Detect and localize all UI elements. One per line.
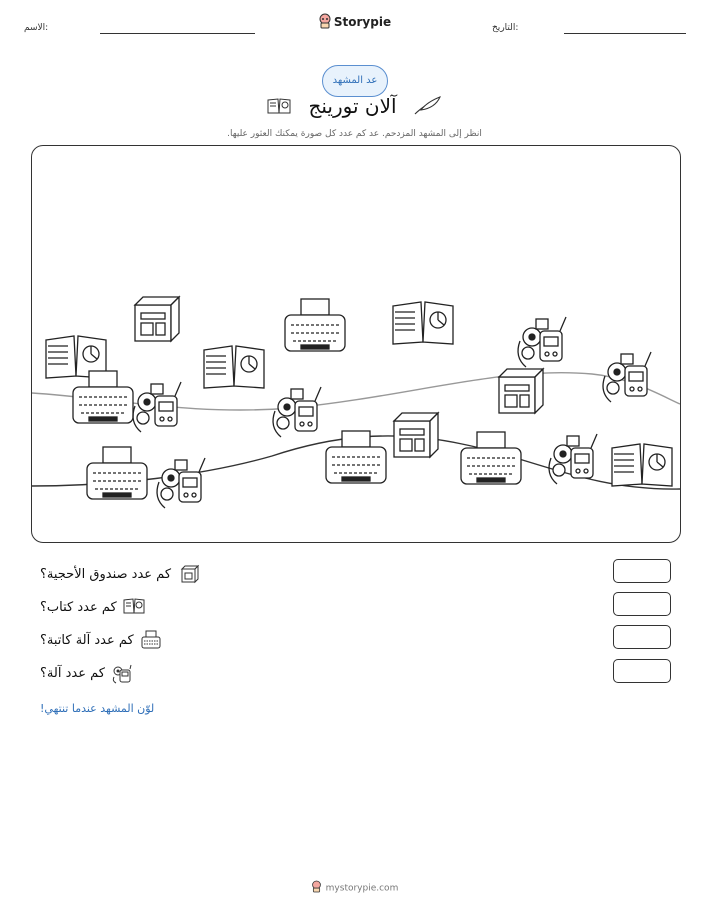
scene-puzzle-box-11 [499, 369, 543, 413]
answer-box-2[interactable] [613, 592, 671, 616]
coloring-note: لوّن المشهد عندما تنتهي! [40, 702, 155, 715]
scene-frame [31, 145, 681, 543]
scene-puzzle-box-2 [135, 297, 179, 341]
question-2 [40, 596, 145, 618]
question-1-text: كم عدد صندوق الأحجية؟ [40, 566, 172, 582]
question-4-text: كم عدد آلة؟ [40, 665, 105, 681]
answer-box-3[interactable] [613, 625, 671, 649]
answer-box-1[interactable] [613, 559, 671, 583]
scene-machine-18 [157, 458, 205, 508]
footer-url: mystorypie.com [325, 883, 399, 894]
date-label: التاريخ: [492, 23, 519, 33]
page-title: آلان تورينج [308, 94, 397, 118]
question-3-text: كم عدد آلة كاتبة؟ [40, 632, 134, 648]
scene-machine-9 [603, 352, 651, 402]
activity-badge: عد المشهد [322, 65, 388, 97]
date-line[interactable] [564, 33, 686, 34]
instructions: انظر إلى المشهد المزدحم. عد كم عدد كل صورة يمكنك العثور عليها. [227, 129, 482, 139]
footer [0, 880, 709, 896]
name-label: الاسم: [24, 23, 49, 33]
name-line[interactable] [100, 33, 255, 34]
scene-book-5 [204, 346, 264, 388]
scene-machine-15 [549, 434, 597, 484]
page-title-row [0, 94, 709, 121]
machine-icon [113, 663, 133, 683]
scene-typewriter-14 [461, 432, 521, 484]
question-2-text: كم عدد كتاب؟ [40, 599, 117, 615]
scene-typewriter-6 [285, 299, 345, 351]
scene-typewriter-3 [73, 371, 133, 423]
puzzle-box-icon [179, 564, 199, 584]
title-book-icon [266, 96, 292, 120]
scene-typewriter-12 [326, 431, 386, 483]
scene-machine-8 [518, 317, 566, 367]
storypie-logo-icon [318, 13, 332, 32]
brand-name: Storypie [333, 15, 392, 29]
question-1 [40, 563, 199, 585]
typewriter-icon [142, 630, 162, 650]
answer-box-4[interactable] [613, 659, 671, 683]
scene-machine-10 [273, 387, 321, 437]
scene-book-7 [393, 302, 453, 344]
brand [0, 13, 709, 32]
footer-logo-icon [311, 880, 322, 896]
feather-icon [413, 94, 443, 121]
scene-machine-4 [133, 382, 181, 432]
question-3 [40, 629, 162, 651]
question-4 [40, 662, 133, 684]
scene-book-16 [612, 444, 672, 486]
scene-illustration [32, 146, 680, 542]
scene-puzzle-box-13 [394, 413, 438, 457]
scene-typewriter-17 [87, 447, 147, 499]
book-icon [125, 597, 145, 617]
